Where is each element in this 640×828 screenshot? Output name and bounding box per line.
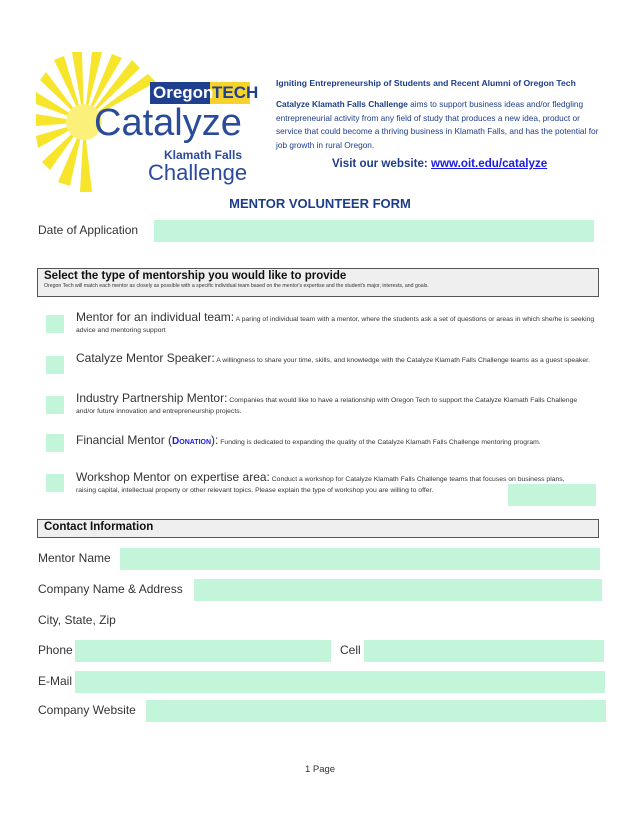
option-financial [76, 435, 596, 448]
mentorship-section-header [37, 268, 599, 297]
option-title: Workshop Mentor on expertise area: [76, 470, 270, 484]
form-title: MENTOR VOLUNTEER FORM [229, 196, 411, 211]
option-title-pre: Financial Mentor ( [76, 433, 173, 447]
option-title: Industry Partnership Mentor: [76, 391, 228, 405]
option-industry-partnership [76, 393, 596, 417]
checkbox-financial[interactable] [46, 434, 64, 452]
phone-field[interactable] [75, 640, 331, 662]
option-title-post: ): [211, 433, 219, 447]
option-desc: Funding is dedicated to expanding the quality of the Catalyze Klamath Falls Challenge mentoring program. [218, 439, 541, 446]
website-label: Company Website [38, 703, 136, 717]
cell-label: Cell [340, 643, 361, 657]
email-label: E-Mail [38, 674, 73, 688]
logo-catalyze: Catalyze [94, 102, 242, 144]
mentor-name-field[interactable] [120, 548, 600, 570]
mentorship-heading: Select the type of mentorship you would like to provide [44, 270, 347, 282]
city-label: City, State, Zip [38, 613, 116, 627]
email-field[interactable] [75, 671, 605, 693]
option-desc: Companies that would like to have a relationship with Oregon Tech to support the Catalyze Klamath Falls Challenge and/or future innovation and entrepreneurship projects. [76, 397, 578, 415]
option-individual-team [76, 312, 596, 336]
logo-oregon: Oregon [153, 83, 214, 102]
contact-heading: Contact Information [44, 521, 154, 533]
mentor-name-label: Mentor Name [38, 551, 111, 565]
website-field[interactable] [146, 700, 606, 722]
option-desc: A willingness to share your time, skills, and knowledge with the Catalyze Klamath Falls Challenge teams as a guest speaker. [214, 357, 590, 364]
date-label: Date of Application [38, 223, 139, 237]
company-label: Company Name & Address [38, 582, 183, 596]
tagline: Igniting Entrepreneurship of Students and Recent Alumni of Oregon Tech [276, 78, 576, 88]
option-mentor-speaker [76, 353, 596, 366]
logo-tech: TECH [212, 83, 259, 102]
logo-klamath: Klamath Falls [164, 148, 243, 162]
option-title: Mentor for an individual team: [76, 310, 235, 324]
description [276, 98, 606, 152]
date-field[interactable] [154, 220, 594, 242]
visit-label: Visit our website: [332, 157, 428, 170]
option-workshop [76, 472, 576, 496]
visit-website [332, 157, 547, 170]
checkbox-workshop[interactable] [46, 474, 64, 492]
checkbox-mentor-speaker[interactable] [46, 356, 64, 374]
description-text: aims to support business ideas and/or fledgling entrepreneurial activity from any field of study that produces a new idea, product or service that could become a thriving business in Klamath Falls, and has the potential for job growth in rural Oregon. [276, 99, 599, 150]
workshop-field[interactable] [508, 484, 596, 506]
logo-challenge: Challenge [148, 160, 248, 185]
option-title-donation: Donation [172, 436, 212, 447]
phone-label: Phone [38, 643, 73, 657]
cell-field[interactable] [364, 640, 604, 662]
catalyze-logo [36, 52, 258, 192]
option-desc: A paring of individual team with a mentor, where the students ask a set of questions or areas in which she/he is seeking advice and mentoring support [76, 316, 595, 334]
description-bold: Catalyze Klamath Falls Challenge [276, 99, 408, 109]
page-number: 1 Page [304, 764, 336, 775]
checkbox-individual-team[interactable] [46, 315, 64, 333]
contact-section-header [37, 519, 599, 538]
website-link[interactable]: www.oit.edu/catalyze [431, 157, 548, 170]
option-desc: Conduct a workshop for Catalyze Klamath Falls Challenge teams that focuses on business plans, raising capital, intellectual property or other relevant topics. Please explain the type of workshop you are willing to offer. [76, 476, 565, 494]
option-title: Catalyze Mentor Speaker: [76, 351, 215, 365]
checkbox-industry-partnership[interactable] [46, 396, 64, 414]
mentorship-subheading: Oregon Tech will match each mentor as closely as possible with a specific individual team based on the mentor's expertise and the student's major, interests, and goals. [44, 283, 429, 289]
company-field[interactable] [194, 579, 602, 601]
